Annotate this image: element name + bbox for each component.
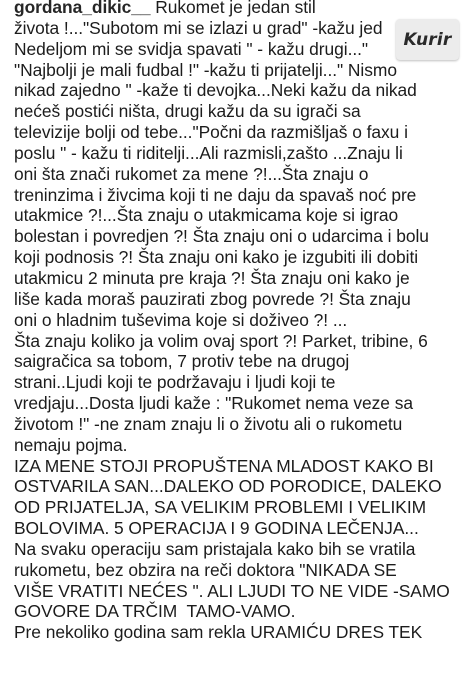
caption-line: OD PRIJATELJA, SA VELIKIM PROBLEMI I VELIKIM [14, 497, 427, 518]
caption-body [14, 18, 466, 643]
caption-line: OSTVARILA SAN...DALEKO OD PORODICE, DALEKO [14, 476, 442, 497]
kurir-logo [396, 19, 459, 60]
caption-text: Rukomet je jedan stil [150, 0, 316, 17]
caption-line: saigračica sa tobom, 7 protiv tebe na drugoj [14, 351, 350, 372]
caption-line: nemaju pojma. [14, 434, 128, 455]
caption-line: treninzima i živcima koji ti ne daju da spavaš noć pre [14, 184, 417, 205]
caption-first-line [14, 0, 466, 18]
caption-line: Na svaku operaciju sam pristajala kako bih se vratila [14, 538, 416, 559]
caption-line: liše kada moraš pauzirati zbog povrede ?! Šta znaju [14, 288, 411, 309]
caption-line: rukometu, bez obzira na reči doktora "NIKADA SE [14, 559, 397, 580]
caption-line: Nedeljom mi se svidja spavati " - kažu drugi..." [14, 38, 369, 59]
caption-line: života !..."Subotom mi se izlazi u grad" -kažu jed [14, 17, 383, 38]
caption-line: nećeš postići ništa, drugi kažu da su igrači sa [14, 101, 361, 122]
post-caption [14, 0, 466, 643]
caption-line: vredjaju...Dosta ljudi kaže : "Rukomet nema veze sa [14, 393, 413, 414]
username-link[interactable]: gordana_dikic__ [14, 0, 151, 17]
caption-line: nikad zajedno " -kaže ti devojka...Neki kažu da nikad [14, 80, 417, 101]
caption-line: Šta znaju koliko ja volim ovaj sport ?! Parket, tribine, 6 [14, 330, 428, 351]
caption-line: životom !" -ne znam znaju li o životu ali o rukometu [14, 413, 403, 434]
caption-line: utakmicu 2 minuta pre kraja ?! Šta znaju oni kako je [14, 267, 410, 288]
caption-line: oni šta znači rukomet za mene ?!...Šta znaju o [14, 163, 369, 184]
kurir-logo-text: Kurir [403, 29, 452, 50]
caption-line: utakmice ?!...Šta znaju o utakmicama koje si igrao [14, 205, 399, 226]
caption-line: VIŠE VRATITI NEĆES ". ALI LJUDI TO NE VIDE -SAMO [14, 580, 450, 601]
caption-line: IZA MENE STOJI PROPUŠTENA MLADOST KAKO BI [14, 455, 434, 476]
caption-line: koji podnosis ?! Šta znaju oni kako je izgubiti ili dobiti [14, 247, 419, 268]
caption-line: GOVORE DA TRČIM TAMO-VAMO. [14, 601, 296, 622]
caption-line: bolestan i povredjen ?! Šta znaju oni o udarcima i bolu [14, 226, 429, 247]
caption-line: televizije bolji od tebe..."Počni da razmišljaš o faxu i [14, 122, 408, 143]
caption-line: strani..Ljudi koji te podržavaju i ljudi koji te [14, 372, 336, 393]
caption-line: poslu " - kažu ti riditelji...Ali razmisli,zašto ...Znaju li [14, 142, 403, 163]
caption-line: "Najbolji je mali fudbal !" -kažu ti prijatelji..." Nismo [14, 59, 397, 80]
caption-line: BOLOVIMA. 5 OPERACIJA I 9 GODINA LEČENJA... [14, 518, 419, 539]
caption-line: oni o hladnim tuševima koje si doživeo ?! ... [14, 309, 348, 330]
caption-line: Pre nekoliko godina sam rekla URAMIĆU DRES TEK [14, 622, 423, 643]
